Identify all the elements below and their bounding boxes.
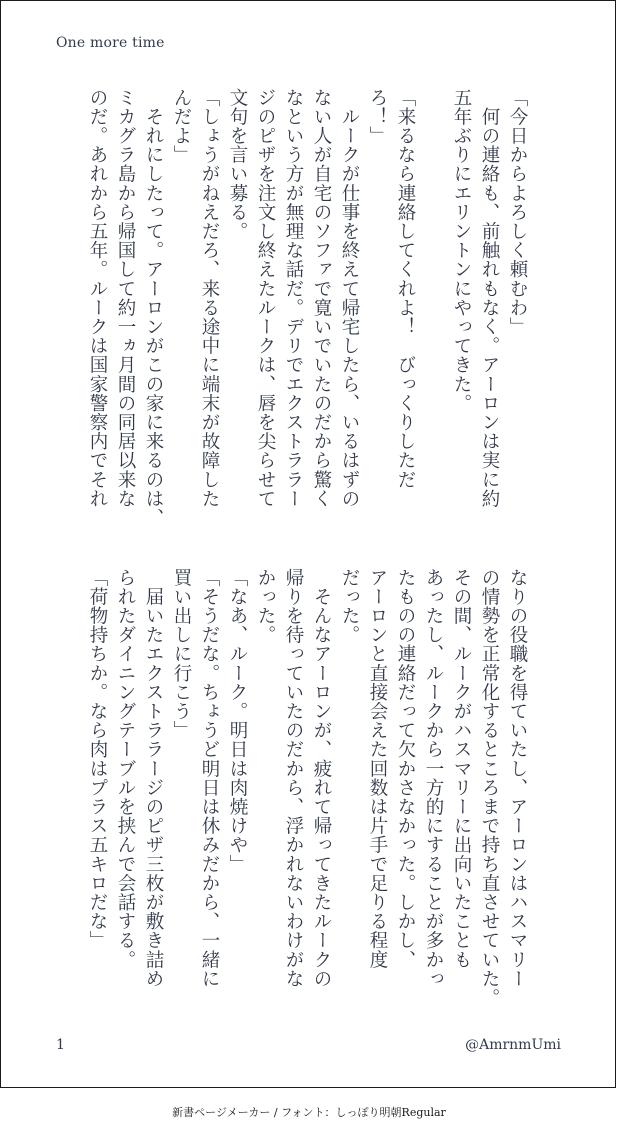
text-line: ろ！」 — [367, 88, 388, 146]
text-line: 「なあ、ルーク。明日は肉焼けや」 — [227, 568, 248, 874]
text-line: んだよ」 — [171, 88, 192, 165]
text-line: 買い出しに行こう」 — [171, 568, 192, 740]
text-line: 「しょうがねえだろ、来る途中に端末が故障した — [199, 88, 220, 509]
text-line: 「来るなら連絡してくれよ！ びっくりしただ — [395, 88, 416, 490]
text-line: その間、ルークがハスマリーに出向いたことも — [451, 568, 472, 970]
text-line: 帰りを待っていたのだから、浮かれないわけがな — [283, 568, 304, 989]
text-line: 「荷物持ちか。なら肉はプラス五キロだな」 — [87, 568, 108, 950]
page-number: 1 — [56, 1037, 65, 1053]
text-line: 五年ぶりにエリントンにやってきた。 — [451, 88, 472, 413]
text-line: だった。 — [339, 568, 360, 645]
credit-footer: 新書ページメーカー / フォント：しっぽり明朝Regular — [172, 1106, 446, 1119]
text-line: 届いたエクストララージのピザ三枚が敷き詰め — [143, 568, 164, 989]
text-line: アーロンと直接会えた回数は片手で足りる程度 — [367, 568, 388, 970]
text-line: られたダイニングテーブルを挟んで会話する。 — [115, 568, 136, 970]
text-line: ミカグラ島から帰国して約一ヵ月間の同居以来な — [115, 88, 136, 509]
text-line: 何の連絡も、前触れもなく。アーロンは実に約 — [479, 88, 500, 509]
page-title: One more time — [56, 35, 165, 51]
text-line: なりの役職を得ていたし、アーロンはハスマリー — [507, 568, 528, 989]
text-line: そんなアーロンが、疲れて帰ってきたルークの — [311, 568, 332, 989]
text-line: 「今日からよろしく頼むわ」 — [507, 88, 528, 337]
text-line: なという方が無理な話だ。デリでエクストララー — [283, 88, 304, 509]
lower-text-block — [83, 568, 531, 1038]
author-handle: @AmrnmUmi — [465, 1037, 561, 1053]
text-line: 「そうだな。ちょうど明日は休みだから、一緒に — [199, 568, 220, 989]
upper-text-block — [83, 88, 531, 558]
text-line: ジのピザを注文し終えたルークは、唇を尖らせて — [255, 88, 276, 509]
text-line: たものの連絡だって欠かさなかった。しかし、 — [395, 568, 416, 970]
text-line: かった。 — [255, 568, 276, 645]
text-line: のだ。あれから五年。ルークは国家警察内でそれ — [87, 88, 108, 509]
text-line: それにしたって。アーロンがこの家に来るのは、 — [143, 88, 164, 528]
text-line: ない人が自宅のソファで寛いでいたのだから驚く — [311, 88, 332, 509]
text-line: の情勢を正常化するところまで持ち直させていた。 — [479, 568, 500, 1008]
text-line: 文句を言い募る。 — [227, 88, 248, 241]
text-line: あったし、ルークから一方的にすることが多かっ — [423, 568, 444, 989]
text-line: ルークが仕事を終えて帰宅したら、いるはずの — [339, 88, 360, 509]
